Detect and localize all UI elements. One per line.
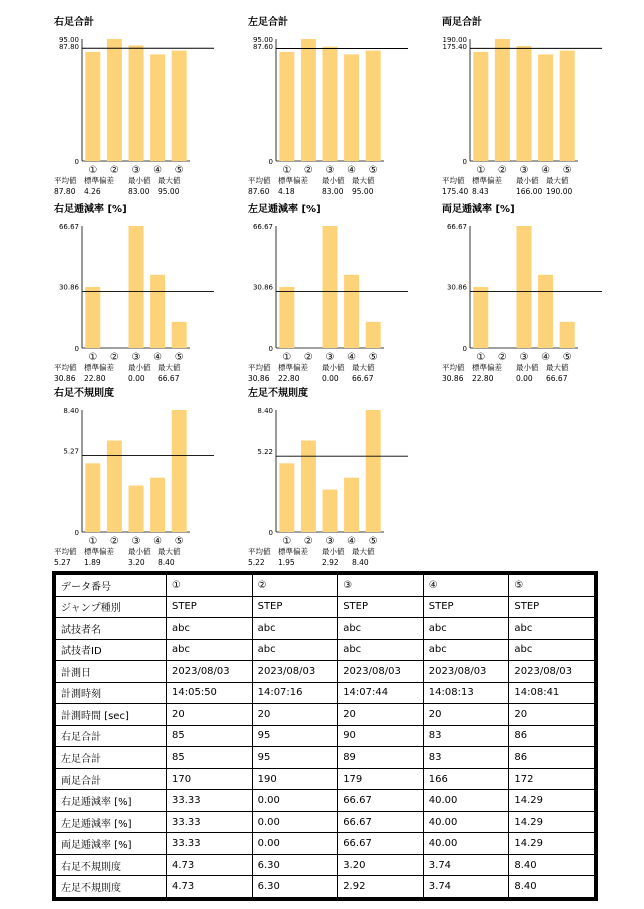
table-row (56, 575, 595, 597)
bar (473, 52, 488, 161)
stat-value: 2.92 (322, 558, 339, 567)
table-cell: 20 (338, 704, 424, 726)
x-tick-label: ③ (519, 352, 529, 363)
bar (301, 441, 316, 533)
stat-label: 最小値 (322, 547, 345, 556)
table-cell: 14:05:50 (167, 682, 253, 704)
stat-value: 22.80 (278, 374, 300, 383)
row-header-cell: 両足合計 (56, 768, 167, 790)
y-tick-label: 5.22 (257, 448, 273, 457)
table-cell: 83 (423, 725, 509, 747)
stat-label: 標準偏差 (84, 176, 114, 185)
y-tick-label: 175.40 (442, 43, 467, 51)
table-cell: 40.00 (423, 833, 509, 855)
stat-value: 0.00 (516, 374, 533, 383)
table-cell: abc (167, 618, 253, 640)
stat-label: 最大値 (352, 176, 375, 185)
bar (366, 322, 381, 348)
x-tick-label: ④ (153, 536, 163, 547)
chart-panel (54, 13, 219, 196)
table-cell: 0.00 (252, 790, 338, 812)
table-row (56, 854, 595, 876)
stat-label: 最大値 (546, 176, 569, 185)
row-header-cell: データ番号 (56, 575, 167, 597)
stat-value: 83.00 (322, 187, 344, 196)
table-cell: 14.29 (509, 811, 595, 833)
table-row (56, 704, 595, 726)
bar (495, 39, 510, 161)
table-cell: 86 (509, 725, 595, 747)
stat-value: 4.18 (278, 187, 295, 196)
bar (172, 322, 187, 348)
row-header-cell: 左足不規則度 (56, 876, 167, 898)
bar (560, 322, 575, 348)
bar (172, 51, 187, 161)
stat-label: 平均値 (54, 363, 77, 372)
table-cell: STEP (252, 596, 338, 618)
stat-value: 166.00 (516, 187, 543, 196)
table-cell: 66.67 (338, 833, 424, 855)
y-tick-label: 87.80 (58, 43, 79, 51)
x-tick-label: ③ (131, 352, 141, 363)
bar (129, 226, 144, 348)
stat-label: 最小値 (128, 176, 151, 185)
chart-panel (54, 384, 219, 567)
row-header-cell: 左足逓減率 [%] (56, 811, 167, 833)
x-tick-label: ① (282, 536, 292, 547)
bar (85, 287, 100, 348)
chart-title: 両足合計 (442, 17, 482, 28)
x-tick-label: ⑤ (562, 352, 572, 363)
y-tick-label: 30.86 (252, 283, 273, 292)
table-row (56, 811, 595, 833)
table-cell: 8.40 (509, 854, 595, 876)
bar-chart (54, 200, 219, 363)
row-header-cell: 右足合計 (56, 725, 167, 747)
x-tick-label: ④ (347, 536, 357, 547)
table-cell: abc (338, 639, 424, 661)
stat-label: 標準偏差 (84, 547, 114, 556)
table-cell: 2023/08/03 (423, 661, 509, 683)
bar-chart (248, 200, 413, 363)
y-tick-label: 66.67 (58, 223, 79, 231)
x-tick-label: ④ (153, 352, 163, 363)
y-tick-label: 8.40 (257, 407, 273, 415)
table-cell: 40.00 (423, 811, 509, 833)
table-cell: 2023/08/03 (509, 661, 595, 683)
stat-value: 83.00 (128, 187, 150, 196)
table-cell: 89 (338, 747, 424, 769)
x-tick-label: ② (497, 165, 507, 176)
x-tick-label: ⑤ (174, 352, 184, 363)
table-cell: 85 (167, 747, 253, 769)
table-row (56, 725, 595, 747)
table-cell: 2023/08/03 (252, 661, 338, 683)
stat-value: 87.80 (54, 187, 76, 196)
x-tick-label: ③ (131, 165, 141, 176)
stat-value: 0.00 (128, 374, 145, 383)
table-cell: 66.67 (338, 790, 424, 812)
table-cell: 20 (509, 704, 595, 726)
table-cell: 0.00 (252, 833, 338, 855)
x-tick-label: ⑤ (368, 352, 378, 363)
bar-chart (54, 384, 219, 547)
table-cell: STEP (167, 596, 253, 618)
table-cell: 90 (338, 725, 424, 747)
table-cell: 14:07:16 (252, 682, 338, 704)
table-cell: abc (423, 639, 509, 661)
bar (517, 226, 532, 348)
stat-value: 190.00 (546, 187, 573, 196)
table-cell: 6.30 (252, 876, 338, 898)
table-cell: abc (338, 618, 424, 640)
chart-title: 左足逓減率 [%] (248, 204, 321, 215)
table-row (56, 661, 595, 683)
y-tick-label: 0 (268, 345, 273, 353)
bar (85, 463, 100, 532)
x-tick-label: ③ (325, 352, 335, 363)
table-cell: abc (509, 639, 595, 661)
table-cell: abc (252, 639, 338, 661)
stat-value: 30.86 (248, 374, 270, 383)
table-row (56, 596, 595, 618)
x-tick-label: ⑤ (368, 165, 378, 176)
table-row (56, 682, 595, 704)
bar (107, 441, 122, 533)
x-tick-label: ⑤ (174, 536, 184, 547)
table-cell: 6.30 (252, 854, 338, 876)
table-cell: 2.92 (338, 876, 424, 898)
table-cell: 170 (167, 768, 253, 790)
x-tick-label: ② (109, 536, 119, 547)
table-cell: ④ (423, 575, 509, 597)
bar (323, 226, 338, 348)
table-cell: 33.33 (167, 811, 253, 833)
table-cell: ③ (338, 575, 424, 597)
x-tick-label: ① (476, 352, 486, 363)
stat-value: 1.95 (278, 558, 295, 567)
table-row (56, 618, 595, 640)
stat-label: 標準偏差 (84, 363, 114, 372)
x-tick-label: ① (282, 165, 292, 176)
stat-label: 標準偏差 (278, 363, 308, 372)
y-tick-label: 0 (268, 529, 273, 537)
table-cell: 14.29 (509, 833, 595, 855)
table-cell: 86 (509, 747, 595, 769)
bar (344, 54, 359, 161)
bar (279, 52, 294, 161)
table-cell: STEP (338, 596, 424, 618)
bar-chart (442, 200, 607, 363)
stat-value: 175.40 (442, 187, 469, 196)
bar (279, 287, 294, 348)
x-tick-label: ④ (153, 165, 163, 176)
stat-value: 95.00 (352, 187, 374, 196)
y-tick-label: 190.00 (442, 36, 467, 44)
y-tick-label: 0 (74, 529, 79, 537)
table-cell: abc (509, 618, 595, 640)
x-tick-label: ④ (541, 352, 551, 363)
x-tick-label: ③ (325, 165, 335, 176)
stat-value: 8.43 (472, 187, 489, 196)
x-tick-label: ⑤ (368, 536, 378, 547)
table-cell: STEP (509, 596, 595, 618)
table-cell: 3.74 (423, 876, 509, 898)
bar (150, 275, 165, 348)
x-tick-label: ② (303, 536, 313, 547)
x-tick-label: ② (109, 165, 119, 176)
stat-label: 最小値 (516, 363, 539, 372)
table-row (56, 639, 595, 661)
stat-value: 22.80 (84, 374, 106, 383)
stat-label: 平均値 (54, 176, 77, 185)
row-header-cell: 右足逓減率 [%] (56, 790, 167, 812)
row-header-cell: 試技者名 (56, 618, 167, 640)
chart-panel (442, 200, 607, 383)
stat-label: 平均値 (248, 363, 271, 372)
table-cell: 0.00 (252, 811, 338, 833)
stat-value: 0.00 (322, 374, 339, 383)
bar (279, 463, 294, 532)
x-tick-label: ② (303, 352, 313, 363)
table-cell: 4.73 (167, 876, 253, 898)
table-cell: 20 (252, 704, 338, 726)
stat-value: 87.60 (248, 187, 270, 196)
data-table (52, 571, 598, 901)
stat-label: 最大値 (352, 363, 375, 372)
stat-label: 標準偏差 (278, 547, 308, 556)
bar (323, 47, 338, 161)
y-tick-label: 5.27 (63, 447, 79, 456)
x-tick-label: ⑤ (174, 165, 184, 176)
stat-label: 平均値 (248, 176, 271, 185)
y-tick-label: 66.67 (252, 223, 273, 231)
chart-title: 右足不規則度 (54, 388, 114, 399)
row-header-cell: 両足逓減率 [%] (56, 833, 167, 855)
stat-label: 標準偏差 (472, 363, 502, 372)
table-cell: 20 (167, 704, 253, 726)
x-tick-label: ④ (347, 352, 357, 363)
bar (473, 287, 488, 348)
x-tick-label: ⑤ (562, 165, 572, 176)
bar-chart (248, 384, 413, 547)
table-cell: 40.00 (423, 790, 509, 812)
table-cell: 14:07:44 (338, 682, 424, 704)
table-cell: 190 (252, 768, 338, 790)
bar-chart (248, 13, 413, 176)
x-tick-label: ③ (519, 165, 529, 176)
stat-label: 平均値 (54, 547, 77, 556)
bar (172, 410, 187, 532)
table-row (56, 768, 595, 790)
chart-title: 右足逓減率 [%] (54, 204, 127, 215)
y-tick-label: 30.86 (58, 283, 79, 292)
stat-label: 最小値 (128, 547, 151, 556)
y-tick-label: 0 (74, 345, 79, 353)
x-tick-label: ① (88, 165, 98, 176)
bar (129, 486, 144, 532)
table-cell: 95 (252, 725, 338, 747)
x-tick-label: ④ (347, 165, 357, 176)
table-row (56, 876, 595, 898)
stat-label: 最大値 (352, 547, 375, 556)
bar (538, 275, 553, 348)
stat-value: 1.89 (84, 558, 101, 567)
bar (344, 275, 359, 348)
stat-value: 8.40 (352, 558, 369, 567)
chart-title: 左足不規則度 (248, 388, 308, 399)
table-cell: 172 (509, 768, 595, 790)
y-tick-label: 0 (462, 158, 467, 166)
stat-value: 4.26 (84, 187, 101, 196)
table-cell: 8.40 (509, 876, 595, 898)
table-cell: 3.20 (338, 854, 424, 876)
stat-value: 8.40 (158, 558, 175, 567)
table-cell: abc (423, 618, 509, 640)
stat-label: 標準偏差 (472, 176, 502, 185)
x-tick-label: ① (88, 352, 98, 363)
bar (85, 52, 100, 161)
stat-label: 平均値 (442, 176, 465, 185)
row-header-cell: 右足不規則度 (56, 854, 167, 876)
chart-panel (248, 13, 413, 196)
stat-value: 5.22 (248, 558, 265, 567)
stat-value: 66.67 (546, 374, 568, 383)
x-tick-label: ① (476, 165, 486, 176)
x-tick-label: ② (303, 165, 313, 176)
stat-value: 30.86 (442, 374, 464, 383)
x-tick-label: ③ (131, 536, 141, 547)
bar (107, 39, 122, 161)
stat-label: 最大値 (158, 363, 181, 372)
x-tick-label: ② (109, 352, 119, 363)
y-tick-label: 95.00 (58, 36, 79, 44)
table-cell: 33.33 (167, 790, 253, 812)
bar (538, 54, 553, 161)
row-header-cell: 計測日 (56, 661, 167, 683)
row-header-cell: 左足合計 (56, 747, 167, 769)
bar (366, 410, 381, 532)
stat-label: 平均値 (248, 547, 271, 556)
bar (129, 45, 144, 161)
table-row (56, 833, 595, 855)
table-cell: ⑤ (509, 575, 595, 597)
chart-title: 右足合計 (54, 17, 94, 28)
table-cell: ② (252, 575, 338, 597)
x-tick-label: ① (88, 536, 98, 547)
x-tick-label: ① (282, 352, 292, 363)
table-cell: 33.33 (167, 833, 253, 855)
stat-label: 最小値 (322, 176, 345, 185)
chart-panel (54, 200, 219, 383)
bar (150, 478, 165, 532)
chart-title: 両足逓減率 [%] (442, 204, 515, 215)
table-cell: STEP (423, 596, 509, 618)
bar (323, 490, 338, 532)
row-header-cell: 試技者ID (56, 639, 167, 661)
y-tick-label: 0 (462, 345, 467, 353)
bar (150, 54, 165, 161)
table-cell: 14:08:13 (423, 682, 509, 704)
table-row (56, 790, 595, 812)
table-cell: 95 (252, 747, 338, 769)
table-cell: 20 (423, 704, 509, 726)
stat-value: 66.67 (158, 374, 180, 383)
table-cell: 85 (167, 725, 253, 747)
stat-label: 最大値 (158, 547, 181, 556)
stat-label: 平均値 (442, 363, 465, 372)
table-cell: ① (167, 575, 253, 597)
table-cell: abc (252, 618, 338, 640)
table-cell: 3.74 (423, 854, 509, 876)
stat-value: 22.80 (472, 374, 494, 383)
table-cell: 14:08:41 (509, 682, 595, 704)
stat-label: 最小値 (322, 363, 345, 372)
y-tick-label: 30.86 (446, 283, 467, 292)
bar (560, 51, 575, 161)
y-tick-label: 0 (268, 158, 273, 166)
stat-label: 最大値 (546, 363, 569, 372)
stat-label: 最小値 (516, 176, 539, 185)
row-header-cell: 計測時間 [sec] (56, 704, 167, 726)
stat-value: 3.20 (128, 558, 145, 567)
y-tick-label: 95.00 (252, 36, 273, 44)
x-tick-label: ③ (325, 536, 335, 547)
table-cell: 4.73 (167, 854, 253, 876)
stat-value: 5.27 (54, 558, 71, 567)
row-header-cell: 計測時刻 (56, 682, 167, 704)
bar (344, 478, 359, 532)
stat-value: 95.00 (158, 187, 180, 196)
stat-label: 最小値 (128, 363, 151, 372)
stat-value: 66.67 (352, 374, 374, 383)
stat-label: 標準偏差 (278, 176, 308, 185)
table-cell: 2023/08/03 (167, 661, 253, 683)
table-cell: abc (167, 639, 253, 661)
y-tick-label: 0 (74, 158, 79, 166)
y-tick-label: 66.67 (446, 223, 467, 231)
chart-title: 左足合計 (248, 17, 288, 28)
table-cell: 14.29 (509, 790, 595, 812)
x-tick-label: ② (497, 352, 507, 363)
table-cell: 83 (423, 747, 509, 769)
y-tick-label: 87.60 (252, 43, 273, 51)
chart-panel (248, 200, 413, 383)
bar (517, 46, 532, 161)
bar (301, 39, 316, 161)
bar (366, 51, 381, 161)
table-cell: 66.67 (338, 811, 424, 833)
stat-label: 最大値 (158, 176, 181, 185)
table-cell: 166 (423, 768, 509, 790)
bar-chart (442, 13, 607, 176)
chart-panel (248, 384, 413, 567)
x-tick-label: ④ (541, 165, 551, 176)
table-row (56, 747, 595, 769)
row-header-cell: ジャンプ種別 (56, 596, 167, 618)
y-tick-label: 8.40 (63, 407, 79, 415)
stat-value: 30.86 (54, 374, 76, 383)
bar-chart (54, 13, 219, 176)
table-cell: 179 (338, 768, 424, 790)
chart-panel (442, 13, 607, 196)
table-cell: 2023/08/03 (338, 661, 424, 683)
